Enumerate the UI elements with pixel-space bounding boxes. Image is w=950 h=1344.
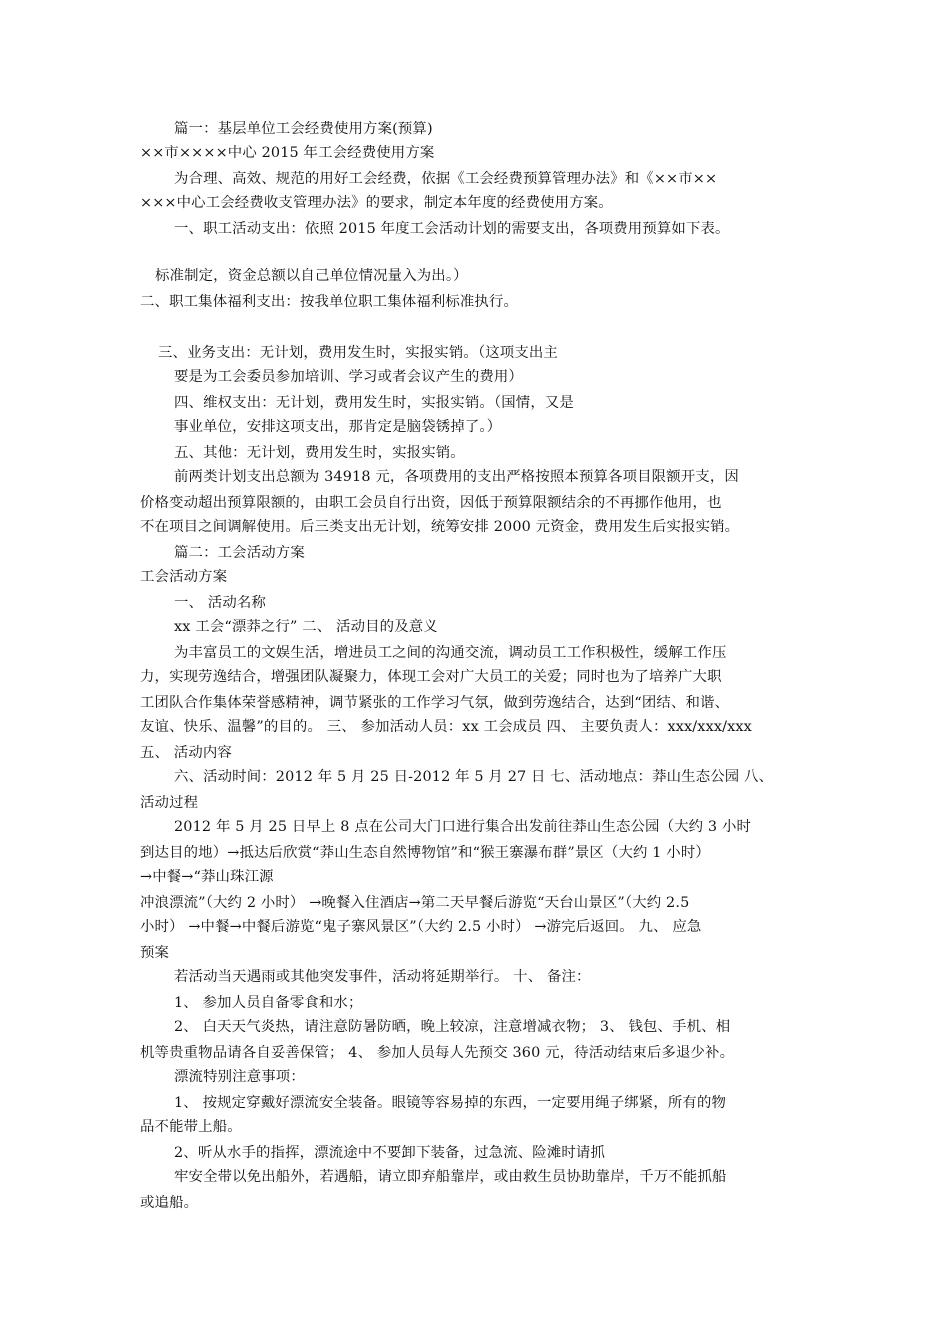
- text-line: 标准制定，资金总额以自己单位情况量入为出。）: [155, 268, 468, 284]
- text-line: 篇一：基层单位工会经费使用方案(预算): [174, 121, 433, 137]
- text-line: 三、业务支出：无计划，费用发生时，实报实销。（这项支出主: [158, 345, 558, 361]
- text-line: 工团队合作集体荣誉感精神，调节紧张的工作学习气氛，做到劳逸结合，达到“团结、和谐、: [140, 695, 730, 711]
- text-line: 事业单位，安排这项支出，那肯定是脑袋锈掉了。）: [174, 419, 502, 435]
- text-line: 为丰富员工的文娱生活，增进员工之间的沟通交流，调动员工工作积极性，缓解工作压: [174, 645, 727, 661]
- text-line: 价格变动超出预算限额的，由职工会员自行出资，因低于预算限额结余的不再挪作他用，也: [140, 495, 722, 511]
- text-line: ××市××××中心 2015 年工会经费使用方案: [140, 145, 435, 161]
- text-line: 四、维权支出：无计划，费用发生时，实报实销。（国情，又是: [174, 395, 574, 411]
- text-line: 活动过程: [140, 795, 199, 811]
- text-line: 一、 活动名称: [174, 595, 266, 611]
- text-line: 力，实现劳逸结合，增强团队凝聚力，体现工会对广大员工的关爱；同时也为了培养广大职: [140, 669, 722, 685]
- text-line: 为合理、高效、规范的用好工会经费，依据《工会经费预算管理办法》和《××市××: [174, 171, 718, 187]
- text-line: 小时） →中餐→中餐后游览“鬼子寨风景区”（大约 2.5 小时） →游完后返回。 九、 应急: [140, 919, 702, 935]
- text-line: 2012 年 5 月 25 日早上 8 点在公司大门口进行集合出发前往莽山生态公园（大约 3 小时: [174, 819, 752, 835]
- text-line: 二、职工集体福利支出：按我单位职工集体福利标准执行。: [140, 294, 519, 310]
- text-line: 冲浪漂流”（大约 2 小时） →晚餐入住酒店→第二天早餐后游览“天台山景区”（大约 2.5: [140, 895, 690, 911]
- text-line: 一、职工活动支出：依照 2015 年度工会活动计划的需要支出，各项费用预算如下表。: [174, 221, 730, 237]
- text-line: 2、听从水手的指挥，漂流途中不要卸下装备，过急流、险滩时请抓: [174, 1145, 605, 1161]
- text-line: 1、 参加人员自备零食和水；: [174, 995, 363, 1011]
- text-line: 漂流特别注意事项：: [174, 1069, 305, 1085]
- text-line: 工会活动方案: [140, 569, 228, 585]
- text-line: →中餐→“莽山珠江源: [140, 869, 274, 885]
- text-line: 品不能带上船。: [140, 1119, 242, 1135]
- text-line: 五、其他：无计划，费用发生时，实报实销。: [174, 445, 465, 461]
- text-line: 五、 活动内容: [140, 745, 232, 761]
- text-line: 机等贵重物品请各自妥善保管； 4、 参加人员每人先预交 360 元，待活动结束后多退少补。: [140, 1045, 735, 1061]
- text-line: 不在项目之间调解使用。后三类支出无计划，统筹安排 2000 元资金，费用发生后实报实销。: [140, 519, 740, 535]
- text-line: 到达目的地）→抵达后欣赏“莽山生态自然博物馆”和“猴王寨瀑布群”景区（大约 1 小时）: [140, 845, 710, 861]
- text-line: 若活动当天遇雨或其他突发事件，活动将延期举行。 十、 备注：: [174, 969, 591, 985]
- text-line: 预案: [140, 945, 170, 961]
- text-line: xx 工会“漂莽之行” 二、 活动目的及意义: [174, 619, 438, 635]
- text-line: 友谊、快乐、温馨”的目的。 三、 参加活动人员：xx 工会成员 四、 主要负责人：xxx/xxx/xxx: [140, 719, 752, 735]
- text-line: 1、 按规定穿戴好漂流安全装备。眼镜等容易掉的东西，一定要用绳子绑紧，所有的物: [174, 1095, 727, 1111]
- text-line: 牢安全带以免出船外，若遇船，请立即弃船靠岸，或由救生员协助靠岸，千万不能抓船: [174, 1169, 727, 1185]
- text-line: 前两类计划支出总额为 34918 元，各项费用的支出严格按照本预算各项目限额开支，因: [174, 469, 739, 485]
- text-line: 要是为工会委员参加培训、学习或者会议产生的费用）: [174, 369, 523, 385]
- text-line: 篇二：工会活动方案: [174, 545, 305, 561]
- text-line: ×××中心工会经费收支管理办法》的要求，制定本年度的经费使用方案。: [140, 195, 613, 211]
- text-line: 六、活动时间：2012 年 5 月 25 日-2012 年 5 月 27 日 七、活动地点：莽山生态公园 八、: [174, 769, 774, 785]
- text-line: 或追船。: [140, 1195, 199, 1211]
- text-line: 2、 白天天气炎热，请注意防暑防晒，晚上较凉，注意增减衣物； 3、 钱包、手机、相: [174, 1019, 731, 1035]
